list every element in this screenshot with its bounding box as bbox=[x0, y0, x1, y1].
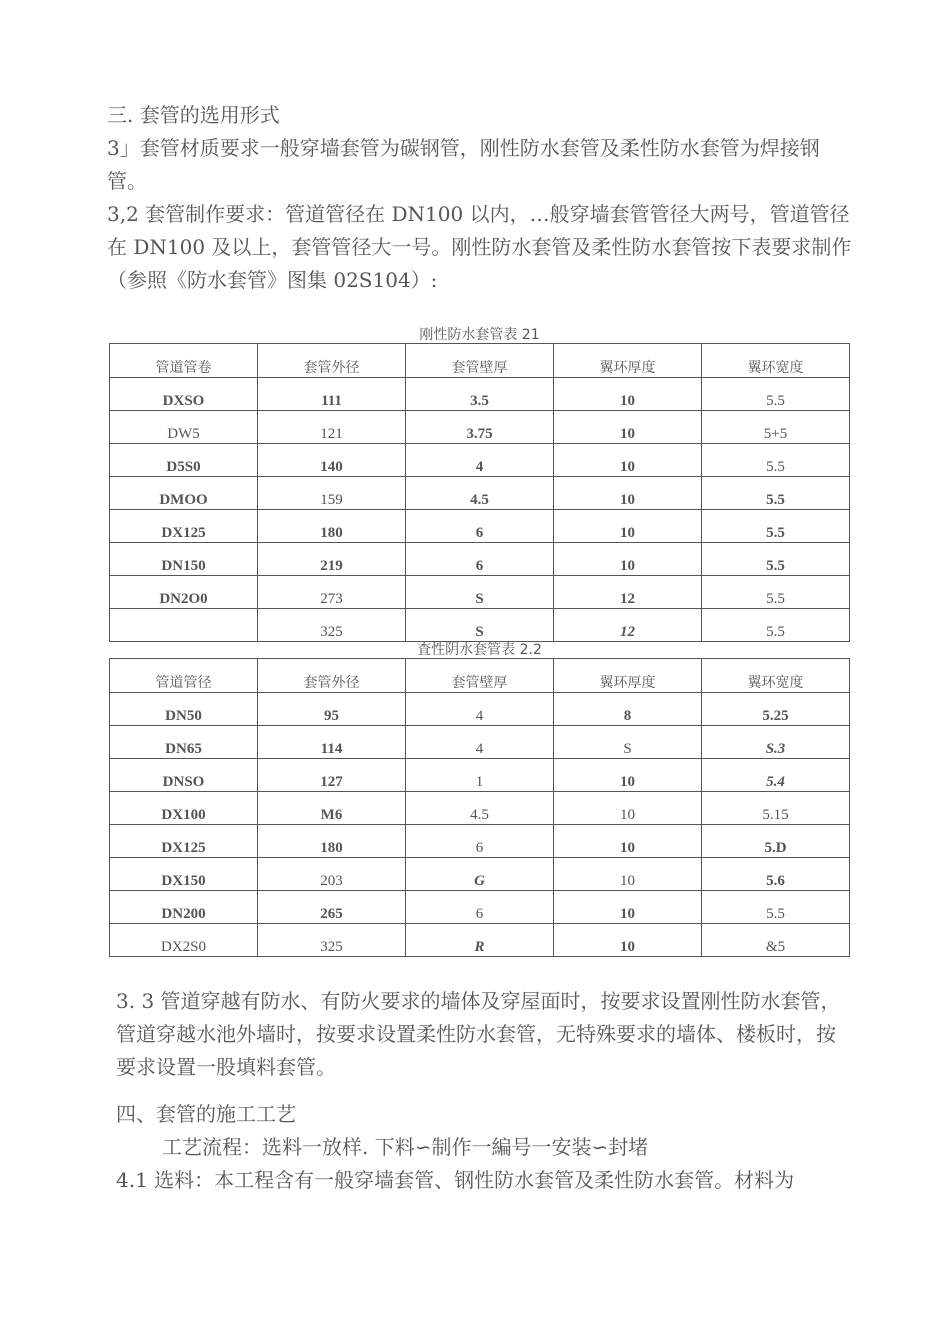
table-row bbox=[110, 858, 850, 891]
table-cell: 5+5 bbox=[702, 411, 850, 444]
table-cell: 10 bbox=[554, 858, 702, 891]
table-cell: 5.15 bbox=[702, 792, 850, 825]
table-row bbox=[110, 543, 850, 576]
table-cell: 10 bbox=[554, 411, 702, 444]
col-header: 套管外径 bbox=[258, 344, 406, 378]
table-cell bbox=[110, 609, 258, 642]
table-row bbox=[110, 924, 850, 957]
flexible-sleeve-table bbox=[109, 658, 850, 957]
table-cell: 5.5 bbox=[702, 378, 850, 411]
table-cell: 6 bbox=[406, 543, 554, 576]
table-cell: DX125 bbox=[110, 510, 258, 543]
table-cell: 4 bbox=[406, 444, 554, 477]
table-cell: 10 bbox=[554, 924, 702, 957]
table-cell: DX125 bbox=[110, 825, 258, 858]
table-cell: 5.5 bbox=[702, 609, 850, 642]
table-cell: 203 bbox=[258, 858, 406, 891]
table-cell: 12 bbox=[554, 609, 702, 642]
table-cell: DXSO bbox=[110, 378, 258, 411]
table-cell: 6 bbox=[406, 891, 554, 924]
table-cell: DX2S0 bbox=[110, 924, 258, 957]
table-cell: S.3 bbox=[702, 726, 850, 759]
table-cell: 127 bbox=[258, 759, 406, 792]
col-header: 套管壁厚 bbox=[406, 344, 554, 378]
table-row bbox=[110, 792, 850, 825]
table-row bbox=[110, 477, 850, 510]
table-cell: S bbox=[406, 609, 554, 642]
table-2-title: 査性阴水套管表 2.2 bbox=[417, 642, 542, 658]
table-1-title: 刚性防水套管表 21 bbox=[419, 327, 540, 343]
table-row bbox=[110, 510, 850, 543]
table-cell: D5S0 bbox=[110, 444, 258, 477]
table-row bbox=[110, 726, 850, 759]
table-row bbox=[110, 411, 850, 444]
section-4-heading: 四、套管的施工工艺 bbox=[116, 1102, 296, 1126]
table-cell: 325 bbox=[258, 609, 406, 642]
table-row bbox=[110, 825, 850, 858]
col-header: 翼环宽度 bbox=[702, 659, 850, 693]
section-3-heading: 三. 套管的选用形式 bbox=[107, 103, 280, 127]
table-cell: DMOO bbox=[110, 477, 258, 510]
table-cell: 5.5 bbox=[702, 543, 850, 576]
col-header: 翼环宽度 bbox=[702, 344, 850, 378]
table-cell: 140 bbox=[258, 444, 406, 477]
table-row bbox=[110, 693, 850, 726]
col-header: 翼环厚度 bbox=[554, 344, 702, 378]
table-cell: 159 bbox=[258, 477, 406, 510]
table-cell: 4 bbox=[406, 726, 554, 759]
table-cell: M6 bbox=[258, 792, 406, 825]
table-cell: 325 bbox=[258, 924, 406, 957]
col-header: 套管壁厚 bbox=[406, 659, 554, 693]
table-cell: 10 bbox=[554, 543, 702, 576]
table-header-row bbox=[110, 344, 850, 378]
table-cell: 8 bbox=[554, 693, 702, 726]
col-header: 套管外径 bbox=[258, 659, 406, 693]
paragraph-3-2: 3,2 套管制作要求：管道管径在 DN100 以内，…般穿墙套管管径大两号，管道管径在 DN100 及以上，套管管径大一号。刚性防水套管及柔性防水套管按下表要求制作（参照《防水套管》图集 02S104）: bbox=[107, 202, 852, 292]
table-cell: S bbox=[554, 726, 702, 759]
table-row bbox=[110, 759, 850, 792]
table-cell: 6 bbox=[406, 510, 554, 543]
table-cell: 121 bbox=[258, 411, 406, 444]
col-header: 管道管卷 bbox=[110, 344, 258, 378]
table-cell: 10 bbox=[554, 825, 702, 858]
table-cell: 10 bbox=[554, 477, 702, 510]
table-cell: 10 bbox=[554, 444, 702, 477]
rigid-sleeve-table bbox=[109, 343, 850, 642]
table-cell: DN150 bbox=[110, 543, 258, 576]
table-cell: 265 bbox=[258, 891, 406, 924]
table-cell: 5.5 bbox=[702, 510, 850, 543]
table-cell: 114 bbox=[258, 726, 406, 759]
paragraph-3-3: 3. 3 管道穿越有防水、有防火要求的墙体及穿屋面时，按要求设置刚性防水套管，管道穿越水池外墙时，按要求设置柔性防水套管，无特殊要求的墙体、楼板时，按要求设置一股填料套管。 bbox=[116, 989, 841, 1079]
table-cell: 5.25 bbox=[702, 693, 850, 726]
table-cell: 3.5 bbox=[406, 378, 554, 411]
table-cell: 10 bbox=[554, 510, 702, 543]
table-row bbox=[110, 891, 850, 924]
table-cell: DN65 bbox=[110, 726, 258, 759]
table-row bbox=[110, 444, 850, 477]
table-cell: 5.4 bbox=[702, 759, 850, 792]
process-flow: 工艺流程：选料一放样. 下料∽制作一編号一安装∽封堵 bbox=[162, 1135, 649, 1159]
table-cell: G bbox=[406, 858, 554, 891]
table-cell: DX150 bbox=[110, 858, 258, 891]
col-header: 管道管径 bbox=[110, 659, 258, 693]
table-cell: 5.D bbox=[702, 825, 850, 858]
table-cell: S bbox=[406, 576, 554, 609]
table-cell: 4.5 bbox=[406, 477, 554, 510]
table-cell: 10 bbox=[554, 378, 702, 411]
paragraph-3-1: 3」套管材质要求一般穿墙套管为碳钢管，刚性防水套管及柔性防水套管为焊接钢管。 bbox=[107, 136, 820, 193]
table-cell: R bbox=[406, 924, 554, 957]
table-cell: 273 bbox=[258, 576, 406, 609]
table-cell: DN50 bbox=[110, 693, 258, 726]
table-cell: 5.5 bbox=[702, 891, 850, 924]
table-cell: 111 bbox=[258, 378, 406, 411]
table-cell: 4 bbox=[406, 693, 554, 726]
table-cell: 3.75 bbox=[406, 411, 554, 444]
table-cell: 10 bbox=[554, 792, 702, 825]
table-cell: DX100 bbox=[110, 792, 258, 825]
table-cell: 5.5 bbox=[702, 477, 850, 510]
table-cell: 5.5 bbox=[702, 576, 850, 609]
table-cell: 180 bbox=[258, 825, 406, 858]
table-cell: 12 bbox=[554, 576, 702, 609]
table-cell: 4.5 bbox=[406, 792, 554, 825]
table-cell: 180 bbox=[258, 510, 406, 543]
table-cell: 6 bbox=[406, 825, 554, 858]
table-cell: 219 bbox=[258, 543, 406, 576]
table-cell: DNSO bbox=[110, 759, 258, 792]
paragraph-4-1: 4.1 选料：本工程含有一般穿墙套管、钢性防水套管及柔性防水套管。材料为 bbox=[116, 1168, 795, 1192]
table-cell: 1 bbox=[406, 759, 554, 792]
table-cell: 5.5 bbox=[702, 444, 850, 477]
table-cell: DN200 bbox=[110, 891, 258, 924]
table-cell: 95 bbox=[258, 693, 406, 726]
table-cell: &5 bbox=[702, 924, 850, 957]
table-row bbox=[110, 378, 850, 411]
table-row bbox=[110, 609, 850, 642]
table-cell: DN2O0 bbox=[110, 576, 258, 609]
table-cell: DW5 bbox=[110, 411, 258, 444]
table-header-row bbox=[110, 659, 850, 693]
table-cell: 5.6 bbox=[702, 858, 850, 891]
table-cell: 10 bbox=[554, 891, 702, 924]
table-row bbox=[110, 576, 850, 609]
col-header: 翼环厚度 bbox=[554, 659, 702, 693]
table-cell: 10 bbox=[554, 759, 702, 792]
